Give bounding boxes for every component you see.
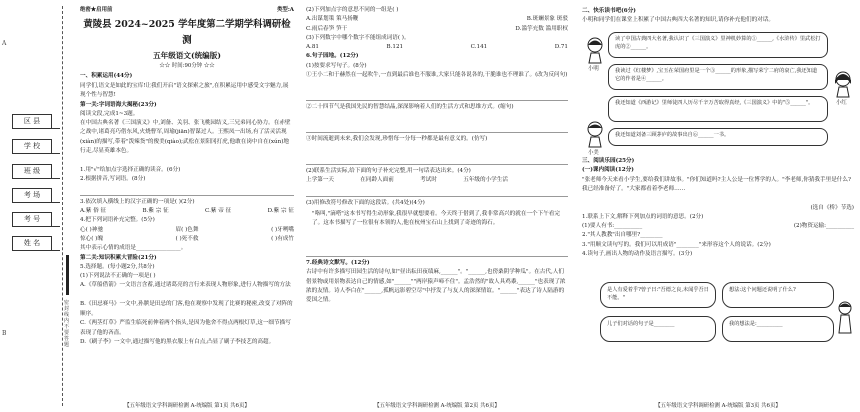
word-item: 在同龄人面前	[360, 177, 394, 184]
page-column-1	[80, 6, 294, 348]
option-d[interactable]: D.71	[554, 44, 568, 51]
dialogue-bubble: 我读过《红楼梦》,宝玉在荣国府里是一个③______的形象,描写荣宁二府的衰亡,我还知道它的作者是④______。	[608, 64, 828, 90]
intro-text: 同学们,语文是如此的宝库!让我们开启"语文探索之旅",在积累运用中感受文字魅力,展现个性与智慧!	[80, 82, 289, 98]
idiom-item[interactable]: ( )死不救	[175, 235, 199, 242]
field-room: 考 场	[12, 188, 52, 203]
q1-part-b[interactable]: (2)物资运输:__________	[793, 223, 854, 230]
q5-2-options-row1	[306, 15, 568, 24]
side-letter-b: B	[2, 330, 7, 337]
secret-tag: 绝密★启用前	[80, 7, 113, 13]
reading-q1-parts	[582, 222, 854, 231]
answer-line[interactable]	[306, 188, 568, 197]
reading-q2: 2."其人教教"出自哪里?________	[582, 232, 663, 239]
dialogue-bubble: 我还知道《西游记》里师徒四人历尽千辛万苦取得真经,《三国演义》中的"⑤______"。	[608, 96, 828, 122]
q1-part-a[interactable]: (1)要人有书:__________	[582, 223, 643, 230]
question-5-1: (1)下列说法不正确的一项是( )	[80, 273, 156, 280]
question-2: 2.根据拼音,写词语。(8分)	[80, 176, 146, 183]
binding-strip	[0, 0, 76, 412]
speaker-label: 小红	[836, 100, 847, 106]
seal-bar	[66, 255, 69, 295]
answer-line[interactable]	[306, 248, 568, 257]
field-class: 班 级	[12, 164, 52, 179]
section-2-heading: 第二关:知识积累大冒险(21分)	[80, 254, 157, 261]
answer-line[interactable]	[306, 156, 568, 165]
idiom-item[interactable]: 惊心( )魄	[80, 235, 103, 242]
question-4: 4.把下列词语补充完整。(5分)	[80, 217, 155, 224]
word-item: 上学第一天	[306, 177, 334, 184]
option-c[interactable]: C.紫 帝 征	[205, 208, 232, 215]
question-1: 1.用"√"给加点字选择正确的读音。(6分)	[80, 167, 181, 174]
q5-2-options-row2	[306, 25, 568, 34]
passage-text: 在中国古典名著《三国演义》中,刘备、关羽、张飞桃园结义,三兄弟同心协力。在赤壁之战中,诸葛亮巧借东风,火烧曹军,周瑜(jiān)智谋过人。王熙凤一出场,有了活灵活现(xiàn)的描写,带着"泼辣货"的俊美(qiào);武松在景阳冈打虎,他敢在岗中自在(xún)地行走,尽显英雄本色。	[80, 120, 291, 155]
option-a[interactable]: A.紫 俗 征	[80, 208, 107, 215]
idiom-row-2	[80, 235, 294, 244]
idiom-row-1	[80, 226, 294, 235]
speaker-label: 小美	[588, 150, 599, 156]
thought-bubble: 儿子们对话的句子是________	[600, 316, 716, 342]
seal-note: 密封线内不要答题	[64, 300, 70, 348]
child-avatar-icon	[584, 120, 606, 148]
edit-passage: "咯叫,"滴嗒"这本书写得生动形象,我很早就想要看。今天终于借到了,我非常高兴的就在一个下午看完了。这本书描写了一位很有本领的人,他在杭州宝石山上找到了奇迹的海石。	[312, 210, 560, 227]
option-b[interactable]: B.121	[386, 44, 404, 51]
seal-line	[62, 6, 63, 406]
child-avatar-icon	[832, 70, 854, 98]
q6-2-words	[306, 176, 568, 185]
speaker-label: 小明	[588, 66, 599, 72]
page-column-3	[582, 6, 854, 26]
question-7: 7.经典诗文默写。(12分)	[306, 259, 370, 266]
field-name-blank[interactable]	[52, 236, 60, 251]
dialogue-bubble: 读了中国古典四大名著,我认识了《三国演义》里神机妙算的①______,《水浒传》里武松打虎的②______。	[608, 32, 828, 58]
child-avatar-icon	[836, 300, 854, 334]
side-letter-a: A	[2, 40, 7, 47]
question-5-2: (2)下列加点字的意思不同的一组是( )	[306, 7, 399, 13]
field-room-blank[interactable]	[52, 188, 60, 203]
word-item: 五年级的小学生活	[463, 177, 508, 184]
option-a[interactable]: A.81	[306, 44, 319, 51]
question-6-1: (1)按要求写句子。(8分)	[306, 62, 367, 69]
exam-title: 黄陵县 2024~2025 学年度第二学期学科调研检测	[83, 19, 291, 47]
q5-option-d[interactable]: D.《刷子李》一文中,通过描写他的黑衣服上有白点,凸显了刷子李技艺的高超。	[80, 339, 275, 346]
option-c[interactable]: C.141	[470, 44, 488, 51]
reading-q3: 3."用顺文读句写的。我们可以用成语"________"来形容这个人的说话。(2分)	[582, 241, 771, 248]
thought-bubble: 想法:这个问题还说明了什么?	[722, 282, 834, 308]
reading-q1: 1.联系上下文,解释下列加点的词语的意思。(2分)	[582, 213, 704, 220]
question-3: 3.依次填入横线上的汉字正确的一项是( )(2分)	[80, 198, 195, 205]
thought-bubble: 我的想法是:__________	[722, 316, 834, 342]
q5-3-options	[306, 43, 568, 52]
field-school-blank[interactable]	[52, 139, 60, 154]
word-item: 考试时	[420, 177, 437, 184]
idiom-item[interactable]: ( )牙咧嘴	[271, 226, 294, 233]
exam-meta: ☆☆ 时间:90分钟 ☆☆	[159, 63, 215, 70]
field-name: 姓 名	[12, 236, 52, 251]
thought-bubble: 是人有爱着乎?曾子曰:"吾德之良,未闻乎吾日不能。"	[600, 282, 716, 308]
part-3-heading: 三、阅读乐园(25分)	[582, 158, 635, 164]
field-number: 考 号	[12, 212, 52, 227]
answer-line[interactable]	[80, 187, 294, 196]
page-footer-3: 【五年级语文学科调研检测 A-统编版 第3页 共6页】	[655, 403, 781, 409]
child-avatar-icon	[584, 36, 606, 64]
idiom-item[interactable]: ( )有成竹	[271, 235, 294, 242]
reading-source: (选自《桥》节选)	[810, 204, 854, 211]
part-2-heading: 二、快乐读书吧(6分)	[582, 8, 636, 14]
question-5: 5.选择题。(每小题2分,共8分)	[80, 263, 155, 270]
poem-passage: 古诗中有许多描写田园生活的诗句,如"昼出耘田夜绩麻,______"。"______,也傍桑阴学种瓜"。在古代,人们借景物或用景物表达自己的情感,如"______""两岸猿声啼不住"。孟浩然的"故人具鸡黍,______"也表现了浓浓的友情。诗人李白在"______,孤帆远影碧空尽"中抒发了与友人的深深情谊。"______"表达了诗人陆游的爱国之情。	[306, 269, 566, 304]
q5-option-b[interactable]: B.《田忌赛马》一文中,孙膑是田忌的门客,他在观察中发现了比赛的秘密,改变了对阵的顺序。	[80, 301, 293, 317]
part-1-heading: 一、积累运用(44分)	[80, 73, 133, 80]
option-c[interactable]: C.雨后春笋 笋干	[306, 25, 348, 32]
section-1-heading: 第一关:字词语海大揭秘(23分)	[80, 101, 157, 108]
exam-subtitle: 五年级语文(统编版)	[153, 51, 221, 61]
answer-line[interactable]	[306, 92, 568, 101]
reading-passage: "张老师今天来看小学生,要给我们讲故事。"你们知道吗?主人公是一位博学的人。"李老师,你猜我手里是什么?我已经准备好了。"大家都看着李老师……	[582, 176, 851, 192]
page-footer-1: 【五年级语文学科调研检测 A-统编版 第1页 共6页】	[124, 403, 250, 409]
option-b[interactable]: B.斑斓景象 斑驳	[526, 16, 568, 23]
section-1-instruction: 阅读文段,完成1~3题。	[80, 110, 139, 117]
question-6-2: (2)联系生活实际,给下面的句子补充完整,用一句话表达出来。(4分)	[306, 168, 471, 175]
idiom-item[interactable]: 心( )神驰	[80, 226, 103, 233]
part-2-intro: 小明和同学们在课堂上积累了中国古典四大名著的知识,请你补充他们的对话。	[582, 17, 774, 24]
idiom-item[interactable]: 眉( )色舞	[175, 226, 199, 233]
question-6: 6.句子园地。(12分)	[306, 53, 359, 60]
option-b[interactable]: B.紫 宗 征	[142, 208, 169, 215]
type-tag: 类型:A	[277, 7, 294, 13]
q6-1-c: ③时间流逝到未来,我们会发现,珍惜每一分每一秒都是最有意义的。(仿写)	[306, 136, 488, 143]
header-tags	[80, 6, 294, 15]
question-6-3: (3)用修改符号修改下面的这段话。(共4处)(4分)	[306, 199, 425, 206]
q5-option-c[interactable]: C.《两茎灯草》严监生临死前伸着两个指头,是因为他舍不得点两根灯草,这一细节描写表现了他的吝啬。	[80, 320, 291, 336]
field-number-blank[interactable]	[52, 212, 60, 227]
field-district: 区 县	[12, 114, 52, 129]
option-a[interactable]: A.出谋划策 策马扬鞭	[306, 16, 359, 23]
question-5-3: (3)下列数字中哪个数字不能组成词语( )。	[306, 34, 410, 41]
option-d[interactable]: D.滥竽充数 滥用职权	[515, 25, 568, 32]
dialogue-bubble: 我还知道刘备三顾茅庐的故事出自⑥______一书。	[608, 128, 828, 146]
page-column-2	[306, 6, 568, 334]
field-school: 学 校	[12, 139, 52, 154]
answer-line[interactable]	[306, 124, 568, 133]
q6-1-b: ②二十四节气是我国先民的智慧结晶,深深影响着人们的生活方式和思维方式。(缩句)	[306, 104, 514, 111]
reading-section	[582, 156, 854, 259]
q6-1-a: ①王小二和于赫然在一起吹牛,一直到最后谁也不服谁,大家只能各说各的,干脆谁也不理谁了。(改为反问句)	[306, 72, 568, 79]
question-3-options	[80, 207, 294, 216]
question-4-tail: 其中表示心情的成语是________________。	[80, 245, 187, 252]
field-class-blank[interactable]	[52, 164, 60, 179]
section-a-heading: (一)课内阅读(12分)	[582, 167, 634, 174]
page-footer-2: 【五年级语文学科调研检测 A-统编版 第2页 共6页】	[374, 403, 500, 409]
reading-q4: 4.读句子,画出人物的动作及语言描写。(3分)	[582, 251, 693, 258]
field-district-blank[interactable]	[52, 114, 60, 129]
q5-option-a[interactable]: A.《草船借箭》一文语言含蓄,通过诸葛亮的言行来表现人物形象,进行人物描写的方法	[80, 282, 291, 289]
option-d[interactable]: D.紫 宗 征	[267, 208, 294, 215]
